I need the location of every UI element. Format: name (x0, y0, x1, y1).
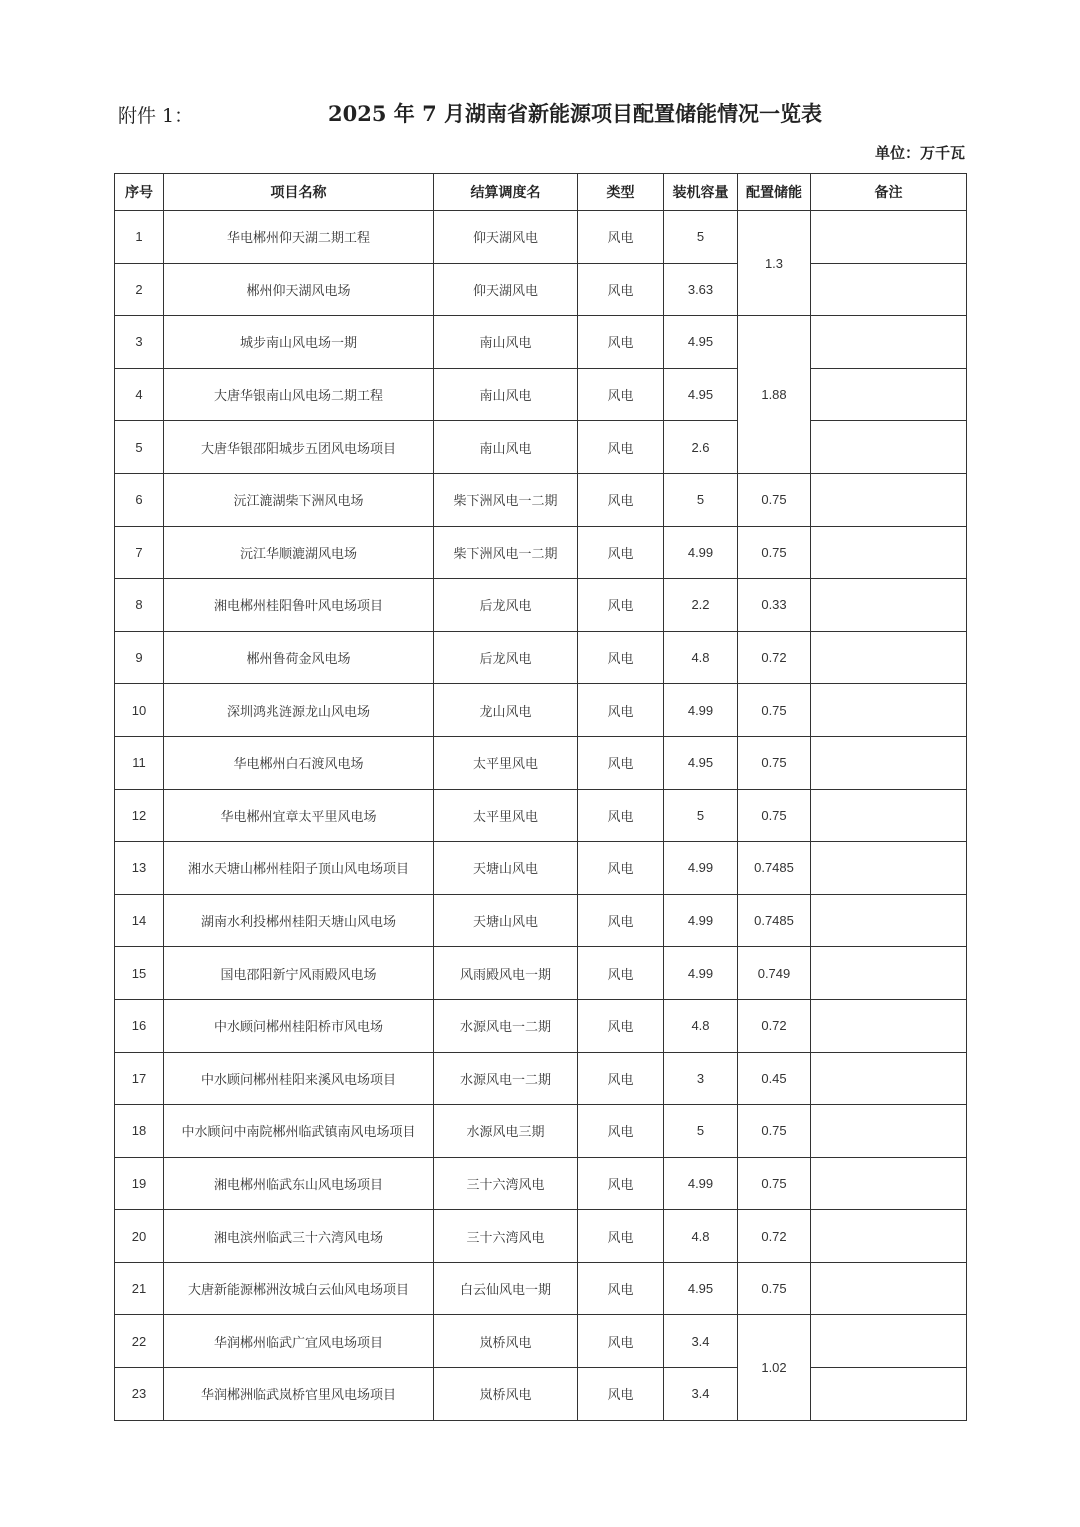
cell-type: 风电 (578, 1262, 664, 1315)
table-row (115, 1157, 967, 1210)
cell-project-name: 华润郴州临武广宜风电场项目 (164, 1315, 434, 1368)
table-row (115, 1262, 967, 1315)
cell-project-name: 湘电滨州临武三十六湾风电场 (164, 1210, 434, 1263)
cell-type: 风电 (578, 1368, 664, 1421)
table-row (115, 789, 967, 842)
cell-type: 风电 (578, 894, 664, 947)
cell-project-name: 沅江华顺漉湖风电场 (164, 526, 434, 579)
cell-type: 风电 (578, 947, 664, 1000)
cell-no: 14 (115, 894, 164, 947)
cell-no: 15 (115, 947, 164, 1000)
cell-type: 风电 (578, 421, 664, 474)
cell-dispatch-name: 风雨殿风电一期 (434, 947, 578, 1000)
cell-storage: 0.45 (738, 1052, 811, 1105)
cell-project-name: 华润郴洲临武岚桥官里风电场项目 (164, 1368, 434, 1421)
table-row (115, 1105, 967, 1158)
cell-project-name: 大唐华银邵阳城步五团风电场项目 (164, 421, 434, 474)
cell-dispatch-name: 龙山风电 (434, 684, 578, 737)
cell-note (811, 526, 967, 579)
cell-storage: 0.75 (738, 526, 811, 579)
cell-no: 23 (115, 1368, 164, 1421)
table-row (115, 736, 967, 789)
cell-type: 风电 (578, 789, 664, 842)
cell-note (811, 789, 967, 842)
cell-project-name: 中水顾问郴州桂阳来溪风电场项目 (164, 1052, 434, 1105)
attachment-label: 附件 1： (118, 105, 194, 127)
cell-project-name: 沅江漉湖柴下洲风电场 (164, 473, 434, 526)
table-body (115, 211, 967, 1421)
page-title: 2025 年 7 月湖南省新能源项目配置储能情况一览表 (328, 101, 822, 126)
cell-storage: 0.72 (738, 1210, 811, 1263)
cell-project-name: 城步南山风电场一期 (164, 316, 434, 369)
cell-project-name: 郴州仰天湖风电场 (164, 263, 434, 316)
cell-no: 16 (115, 999, 164, 1052)
cell-capacity: 4.99 (664, 894, 738, 947)
cell-project-name: 湘电郴州临武东山风电场项目 (164, 1157, 434, 1210)
cell-type: 风电 (578, 842, 664, 895)
cell-capacity: 2.2 (664, 579, 738, 632)
cell-storage: 1.3 (738, 211, 811, 316)
col-header-capacity: 装机容量 (664, 174, 738, 211)
cell-capacity: 4.95 (664, 736, 738, 789)
cell-type: 风电 (578, 579, 664, 632)
cell-no: 10 (115, 684, 164, 737)
cell-project-name: 郴州鲁荷金风电场 (164, 631, 434, 684)
cell-dispatch-name: 水源风电一二期 (434, 1052, 578, 1105)
cell-dispatch-name: 岚桥风电 (434, 1368, 578, 1421)
cell-type: 风电 (578, 526, 664, 579)
cell-type: 风电 (578, 1105, 664, 1158)
cell-project-name: 国电邵阳新宁风雨殿风电场 (164, 947, 434, 1000)
cell-project-name: 湘水天塘山郴州桂阳子顶山风电场项目 (164, 842, 434, 895)
cell-capacity: 5 (664, 473, 738, 526)
cell-project-name: 华电郴州仰天湖二期工程 (164, 211, 434, 264)
cell-storage: 0.75 (738, 1105, 811, 1158)
cell-type: 风电 (578, 316, 664, 369)
cell-note (811, 1210, 967, 1263)
cell-storage: 1.88 (738, 316, 811, 474)
col-header-note: 备注 (811, 174, 967, 211)
cell-dispatch-name: 柴下洲风电一二期 (434, 526, 578, 579)
cell-type: 风电 (578, 263, 664, 316)
cell-storage: 0.72 (738, 999, 811, 1052)
cell-dispatch-name: 南山风电 (434, 368, 578, 421)
cell-capacity: 3 (664, 1052, 738, 1105)
cell-storage: 0.72 (738, 631, 811, 684)
cell-note (811, 631, 967, 684)
cell-no: 11 (115, 736, 164, 789)
cell-storage: 0.75 (738, 1157, 811, 1210)
cell-dispatch-name: 仰天湖风电 (434, 263, 578, 316)
cell-dispatch-name: 岚桥风电 (434, 1315, 578, 1368)
cell-no: 18 (115, 1105, 164, 1158)
cell-note (811, 894, 967, 947)
cell-storage: 0.75 (738, 684, 811, 737)
cell-dispatch-name: 三十六湾风电 (434, 1210, 578, 1263)
cell-no: 7 (115, 526, 164, 579)
cell-capacity: 4.95 (664, 368, 738, 421)
cell-type: 风电 (578, 1157, 664, 1210)
table-row (115, 211, 967, 264)
cell-note (811, 736, 967, 789)
cell-type: 风电 (578, 736, 664, 789)
cell-note (811, 421, 967, 474)
cell-note (811, 211, 967, 264)
cell-type: 风电 (578, 684, 664, 737)
cell-project-name: 中水顾问中南院郴州临武镇南风电场项目 (164, 1105, 434, 1158)
cell-capacity: 3.4 (664, 1368, 738, 1421)
cell-capacity: 4.99 (664, 526, 738, 579)
cell-capacity: 4.99 (664, 684, 738, 737)
cell-no: 20 (115, 1210, 164, 1263)
cell-type: 风电 (578, 631, 664, 684)
cell-dispatch-name: 后龙风电 (434, 579, 578, 632)
cell-dispatch-name: 太平里风电 (434, 736, 578, 789)
cell-no: 3 (115, 316, 164, 369)
cell-no: 13 (115, 842, 164, 895)
cell-project-name: 湘电郴州桂阳鲁叶风电场项目 (164, 579, 434, 632)
table-row (115, 842, 967, 895)
cell-no: 21 (115, 1262, 164, 1315)
cell-note (811, 473, 967, 526)
cell-no: 5 (115, 421, 164, 474)
cell-dispatch-name: 三十六湾风电 (434, 1157, 578, 1210)
cell-capacity: 4.99 (664, 1157, 738, 1210)
cell-capacity: 3.4 (664, 1315, 738, 1368)
table-row (115, 526, 967, 579)
cell-storage: 0.75 (738, 736, 811, 789)
cell-no: 2 (115, 263, 164, 316)
table-row (115, 1052, 967, 1105)
cell-note (811, 579, 967, 632)
cell-dispatch-name: 南山风电 (434, 316, 578, 369)
cell-capacity: 4.99 (664, 842, 738, 895)
table-row (115, 631, 967, 684)
cell-note (811, 1262, 967, 1315)
table-row (115, 263, 967, 316)
cell-capacity: 4.8 (664, 999, 738, 1052)
cell-dispatch-name: 太平里风电 (434, 789, 578, 842)
cell-note (811, 1368, 967, 1421)
cell-note (811, 1105, 967, 1158)
cell-capacity: 5 (664, 211, 738, 264)
cell-note (811, 999, 967, 1052)
table-row (115, 316, 967, 369)
table-row (115, 684, 967, 737)
cell-storage: 0.75 (738, 1262, 811, 1315)
col-header-storage: 配置储能 (738, 174, 811, 211)
table-row (115, 1368, 967, 1421)
cell-capacity: 4.99 (664, 947, 738, 1000)
cell-note (811, 1052, 967, 1105)
cell-no: 17 (115, 1052, 164, 1105)
cell-storage: 0.33 (738, 579, 811, 632)
col-header-name: 项目名称 (164, 174, 434, 211)
cell-dispatch-name: 天塘山风电 (434, 894, 578, 947)
cell-project-name: 中水顾问郴州桂阳桥市风电场 (164, 999, 434, 1052)
table-row (115, 368, 967, 421)
cell-type: 风电 (578, 211, 664, 264)
cell-storage: 0.75 (738, 789, 811, 842)
cell-type: 风电 (578, 368, 664, 421)
cell-no: 1 (115, 211, 164, 264)
cell-capacity: 4.95 (664, 1262, 738, 1315)
cell-no: 22 (115, 1315, 164, 1368)
cell-note (811, 684, 967, 737)
table-row (115, 947, 967, 1000)
cell-capacity: 3.63 (664, 263, 738, 316)
col-header-no: 序号 (115, 174, 164, 211)
cell-storage: 0.7485 (738, 842, 811, 895)
cell-capacity: 4.95 (664, 316, 738, 369)
cell-dispatch-name: 白云仙风电一期 (434, 1262, 578, 1315)
cell-type: 风电 (578, 1210, 664, 1263)
cell-capacity: 5 (664, 789, 738, 842)
cell-type: 风电 (578, 473, 664, 526)
col-header-dispatch: 结算调度名 (434, 174, 578, 211)
cell-dispatch-name: 天塘山风电 (434, 842, 578, 895)
cell-note (811, 316, 967, 369)
table-row (115, 1315, 967, 1368)
cell-type: 风电 (578, 999, 664, 1052)
cell-project-name: 大唐华银南山风电场二期工程 (164, 368, 434, 421)
cell-capacity: 4.8 (664, 1210, 738, 1263)
table-row (115, 579, 967, 632)
cell-storage: 0.75 (738, 473, 811, 526)
unit-label: 单位：万千瓦 (874, 144, 965, 162)
cell-type: 风电 (578, 1052, 664, 1105)
col-header-type: 类型 (578, 174, 664, 211)
cell-storage: 1.02 (738, 1315, 811, 1420)
cell-note (811, 263, 967, 316)
table-row (115, 473, 967, 526)
cell-note (811, 1157, 967, 1210)
cell-no: 19 (115, 1157, 164, 1210)
cell-no: 4 (115, 368, 164, 421)
cell-project-name: 深圳鸿兆涟源龙山风电场 (164, 684, 434, 737)
cell-note (811, 842, 967, 895)
cell-type: 风电 (578, 1315, 664, 1368)
cell-dispatch-name: 仰天湖风电 (434, 211, 578, 264)
cell-project-name: 大唐新能源郴洲汝城白云仙风电场项目 (164, 1262, 434, 1315)
cell-storage: 0.7485 (738, 894, 811, 947)
table-row (115, 421, 967, 474)
cell-dispatch-name: 柴下洲风电一二期 (434, 473, 578, 526)
storage-table (114, 173, 967, 1421)
table-row (115, 999, 967, 1052)
table-row (115, 894, 967, 947)
cell-project-name: 华电郴州宜章太平里风电场 (164, 789, 434, 842)
cell-dispatch-name: 水源风电一二期 (434, 999, 578, 1052)
cell-note (811, 1315, 967, 1368)
cell-storage: 0.749 (738, 947, 811, 1000)
cell-no: 8 (115, 579, 164, 632)
cell-dispatch-name: 水源风电三期 (434, 1105, 578, 1158)
cell-note (811, 947, 967, 1000)
cell-dispatch-name: 南山风电 (434, 421, 578, 474)
cell-project-name: 华电郴州白石渡风电场 (164, 736, 434, 789)
table-header-row (115, 174, 967, 211)
cell-note (811, 368, 967, 421)
cell-no: 12 (115, 789, 164, 842)
cell-no: 9 (115, 631, 164, 684)
cell-capacity: 4.8 (664, 631, 738, 684)
cell-capacity: 5 (664, 1105, 738, 1158)
cell-no: 6 (115, 473, 164, 526)
cell-dispatch-name: 后龙风电 (434, 631, 578, 684)
cell-project-name: 湖南水利投郴州桂阳天塘山风电场 (164, 894, 434, 947)
cell-capacity: 2.6 (664, 421, 738, 474)
table-row (115, 1210, 967, 1263)
